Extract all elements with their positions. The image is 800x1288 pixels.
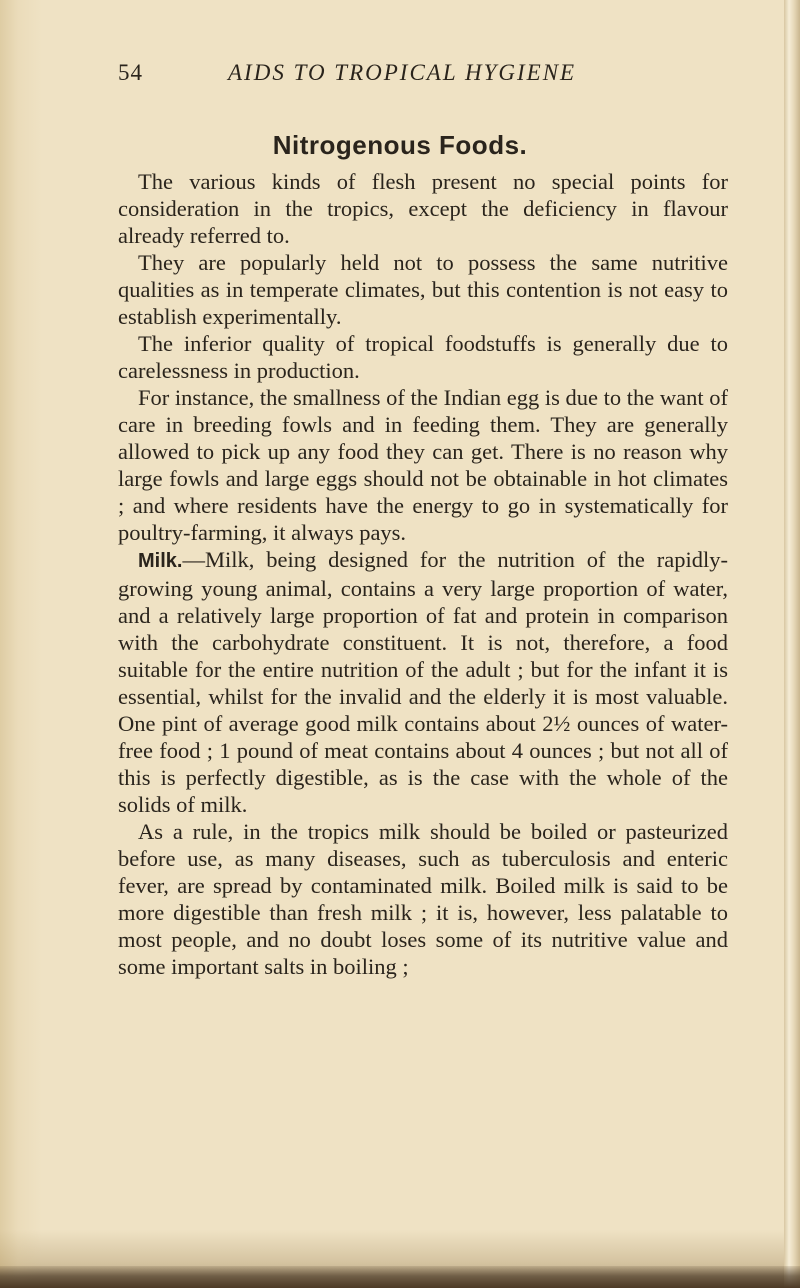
- page-bottom-edge: [0, 1266, 800, 1288]
- milk-heading: Milk.: [138, 550, 183, 572]
- page-number: 54: [118, 60, 143, 85]
- paragraph: The inferior quality of tropical foodstuffs is generally due to carelessness in production.: [118, 331, 728, 383]
- paragraph: As a rule, in the tropics milk should be boiled or pasteurized before use, as many diseases, such as tuberculosis and enteric fever, are spread by contaminated milk. Boiled milk is said to be more digestible than fresh milk ; it is, however, less palatable to most people, and no doubt loses some of its nutritive value and some important salts in boiling ;: [118, 819, 728, 979]
- section-title: Nitrogenous Foods.: [272, 130, 528, 160]
- page-right-edge: [784, 0, 800, 1288]
- paragraph: The various kinds of flesh present no special points for consideration in the tropics, except the deficiency in flavour already referred to.: [118, 169, 728, 248]
- paragraph-milk: [118, 546, 728, 818]
- running-head: AIDS TO TROPICAL HYGIENE: [228, 60, 577, 85]
- milk-text: —Milk, being designed for the nutrition of the rapidly-growing young animal, contains a very large proportion of water, and a relatively large proportion of fat and protein in comparison with the carbohydrate constituent. It is not, therefore, a food suitable for the entire nutrition of the adult ; but for the infant it is essential, whilst for the invalid and the elderly it is most valuable. One pint of average good milk contains about 2½ ounces of water-free food ; 1 pound of meat contains about 4 ounces ; but not all of this is perfectly digestible, as is the case with the whole of the solids of milk.: [118, 547, 728, 817]
- page-header: [118, 60, 718, 92]
- paragraph: For instance, the smallness of the Indian egg is due to the want of care in breeding fowls and in feeding them. They are generally allowed to pick up any food they can get. There is no reason why large fowls and large eggs should not be obtainable in hot climates ; and where residents have the energy to go in systematically for poultry-farming, it always pays.: [118, 385, 728, 545]
- paragraph: They are popularly held not to possess the same nutritive qualities as in temperate climates, but this contention is not easy to establish experimentally.: [118, 250, 728, 329]
- body-text: [118, 168, 728, 980]
